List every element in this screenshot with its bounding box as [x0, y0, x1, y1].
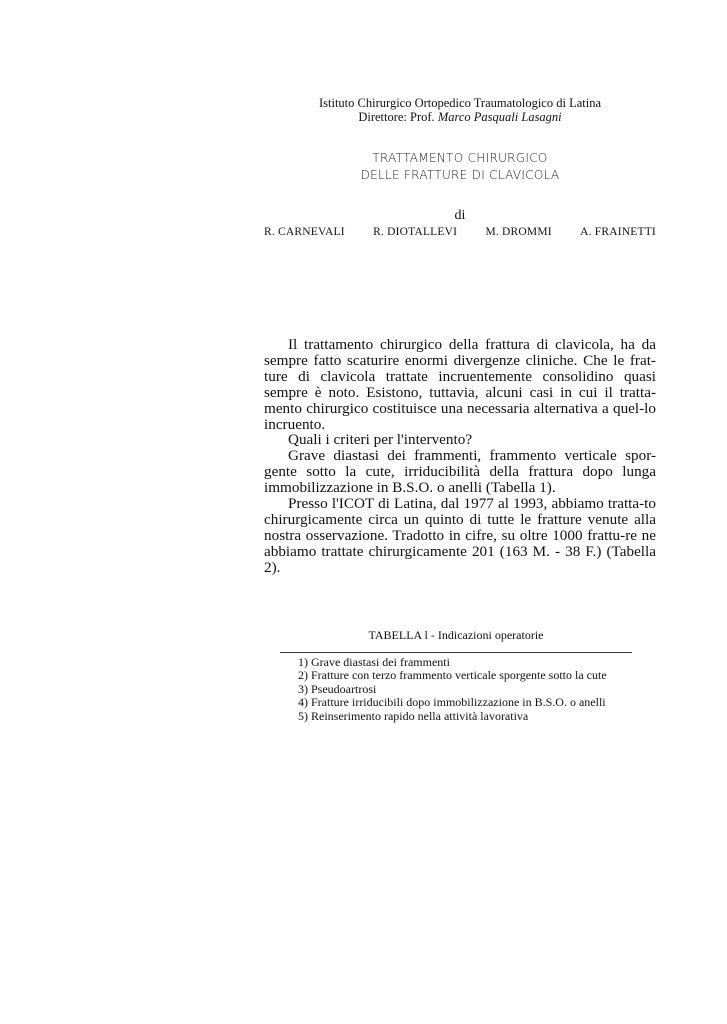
list-item: 2) Fratture con terzo frammento verticale sporgente sotto la cute: [298, 668, 607, 683]
body-paragraph: Il trattamento chirurgico della frattura di clavicola, ha da sempre fatto scaturire enormi divergenze cliniche. Che le frat-ture di clavicola trattate incruentemente consolidino quasi sempre è noto. Esistono, tuttavia, alcuni casi in cui il tratta-mento chirurgico costituisce una necessaria alternativa a quel-lo incruento.: [264, 336, 656, 433]
article-body: [264, 337, 656, 576]
author: R. CARNEVALI: [264, 226, 345, 238]
page-header: [262, 96, 658, 124]
director-name: Marco Pasquali Lasagni: [437, 110, 562, 124]
list-item: 5) Reinserimento rapido nella attività lavorativa: [298, 708, 529, 723]
article-title: [262, 150, 658, 184]
list-item: 1) Grave diastasi dei frammenti: [298, 655, 450, 669]
list-item: 3) Pseudoartrosi: [298, 681, 377, 696]
table-title: TABELLA l - Indicazioni operatorie: [368, 628, 544, 642]
body-paragraph: Grave diastasi dei frammenti, frammento verticale spor-gente sotto la cute, irriducibilità della frattura dopo lunga immobilizzazione in B.S.O. o anelli (Tabella 1).: [264, 447, 656, 497]
author: R. DIOTALLEVI: [373, 226, 458, 238]
by-line: di: [454, 208, 466, 223]
body-paragraph: Presso l'ICOT di Latina, dal 1977 al 1993, abbiamo tratta-to chirurgicamente circa un quinto di tutte le fratture venute alla nostra osservazione. Tradotto in cifre, su oltre 1000 frattu-re ne abbiamo trattate chirurgicamente 201 (163 M. - 38 F.) (Tabella 2).: [264, 495, 656, 576]
body-paragraph: Quali i criteri per l'intervento?: [288, 431, 473, 449]
author: A. FRAINETTI: [580, 226, 656, 238]
table-list: [298, 656, 638, 723]
table-divider: [280, 652, 632, 653]
director-prefix: Direttore: Prof.: [358, 110, 438, 124]
director-line: [262, 110, 658, 124]
author: M. DROMMI: [485, 226, 552, 238]
authors-list: [264, 226, 656, 238]
title-line-2: DELLE FRATTURE DI CLAVICOLA: [360, 168, 560, 182]
list-item: 4) Fratture irriducibili dopo immobilizzazione in B.S.O. o anelli: [298, 695, 606, 710]
institute-name: Istituto Chirurgico Ortopedico Traumatologico di Latina: [318, 96, 602, 110]
title-line-1: TRATTAMENTO CHIRURGICO: [372, 151, 548, 165]
